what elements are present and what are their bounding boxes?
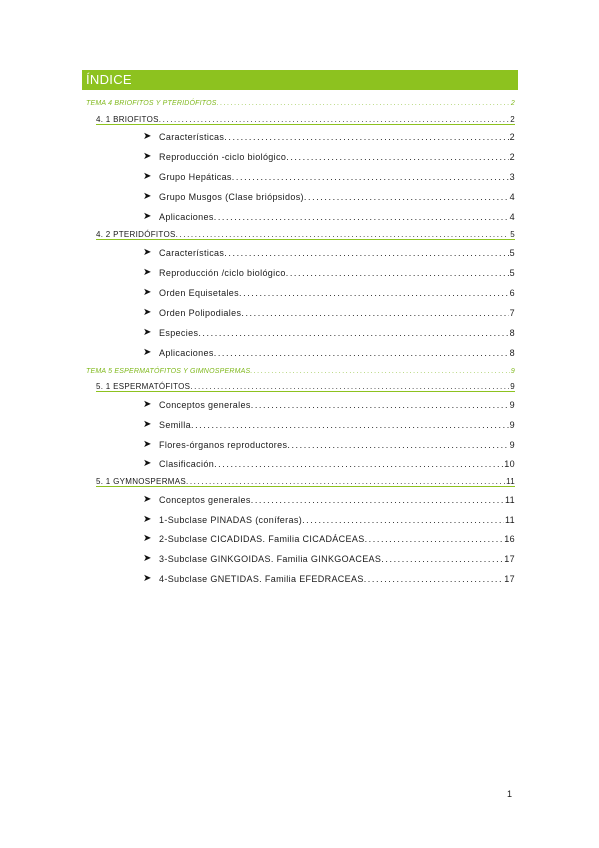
leader-dots (191, 420, 509, 430)
toc-subentry[interactable] (143, 396, 515, 410)
arrowhead-bullet-icon: ➤ (143, 419, 152, 430)
toc-subentry-label: 4-Subclase GNETIDAS. Familia EFEDRACEAS (159, 574, 364, 584)
toc-entry-label: 5. 1 GYMNOSPERMAS (96, 477, 187, 486)
toc-subentry-label: Conceptos generales (159, 400, 251, 410)
toc-subentry-label: Aplicaciones (159, 348, 214, 358)
arrowhead-bullet-icon: ➤ (143, 171, 152, 182)
arrowhead-bullet-icon: ➤ (143, 553, 152, 564)
toc-subentry[interactable] (143, 188, 515, 202)
toc-entry-label: 4. 1 BRIOFITOS (96, 115, 159, 124)
toc-entry-page: 5 (510, 230, 515, 239)
toc-entry-tema-5[interactable] (86, 364, 515, 375)
toc-subentry-page: 5 (509, 248, 515, 258)
toc-subentry-page: 11 (504, 495, 515, 505)
index-header-bar (82, 70, 518, 90)
toc-subentry-page: 7 (509, 308, 515, 318)
leader-dots (364, 574, 504, 584)
toc-subentry[interactable] (143, 511, 515, 525)
toc-subentry-page: 4 (509, 192, 515, 202)
arrowhead-bullet-icon: ➤ (143, 573, 152, 584)
toc-subentry-page: 9 (509, 440, 515, 450)
toc-subentry-page: 8 (509, 328, 515, 338)
arrowhead-bullet-icon: ➤ (143, 307, 152, 318)
leader-dots (365, 534, 504, 544)
leader-dots (287, 440, 508, 450)
toc-entry-label: 5. 1 ESPERMATÓFITOS (96, 382, 191, 391)
toc-subentry-page: 8 (509, 348, 515, 358)
arrowhead-bullet-icon: ➤ (143, 439, 152, 450)
toc-subentry-label: 1-Subclase PINADAS (coníferas) (159, 515, 303, 525)
toc-entry-page: 2 (510, 115, 515, 124)
toc-subentry-label: Características (159, 132, 225, 142)
leader-dots (186, 477, 505, 486)
toc-subentry[interactable] (143, 344, 515, 358)
toc-subentry[interactable] (143, 436, 515, 450)
toc-subentry-label: Características (159, 248, 225, 258)
leader-dots (190, 382, 509, 391)
leader-dots (198, 328, 508, 338)
leader-dots (304, 192, 509, 202)
page-number: 1 (507, 789, 513, 799)
arrowhead-bullet-icon: ➤ (143, 267, 152, 278)
toc-entry-page: 2 (510, 100, 515, 107)
leader-dots (232, 172, 509, 182)
toc-entry-page: 9 (510, 382, 515, 391)
toc-subentry[interactable] (143, 244, 515, 258)
toc-subentry[interactable] (143, 530, 515, 544)
toc-subentry-label: Flores-órganos reproductores (159, 440, 288, 450)
leader-dots (214, 459, 503, 469)
leader-dots (251, 400, 509, 410)
toc-subentry[interactable] (143, 324, 515, 338)
toc-subentry-label: 2-Subclase CICADIDAS. Familia CICADÁCEAS (159, 534, 365, 544)
toc-subentry-label: Orden Polipodiales (159, 308, 242, 318)
leader-dots (224, 248, 508, 258)
toc-subentry-page: 5 (509, 268, 515, 278)
toc-entry-section-5-1-gymnospermas[interactable] (96, 474, 515, 487)
arrowhead-bullet-icon: ➤ (143, 399, 152, 410)
toc-entry-page: 11 (506, 477, 515, 486)
leader-dots (286, 268, 509, 278)
arrowhead-bullet-icon: ➤ (143, 514, 152, 525)
toc-entry-section-5-1-espermatofitos[interactable] (96, 379, 515, 392)
leader-dots (217, 100, 510, 107)
toc-subentry-label: Especies (159, 328, 199, 338)
toc-entry-tema-4[interactable] (86, 96, 515, 107)
toc-subentry[interactable] (143, 570, 515, 584)
arrowhead-bullet-icon: ➤ (143, 191, 152, 202)
leader-dots (159, 115, 510, 124)
arrowhead-bullet-icon: ➤ (143, 211, 152, 222)
toc-subentry-page: 17 (504, 554, 515, 564)
toc-subentry[interactable] (143, 284, 515, 298)
toc-subentry-page: 10 (504, 459, 515, 469)
toc-subentry-page: 4 (509, 212, 515, 222)
toc-subentry-label: Conceptos generales (159, 495, 251, 505)
toc-subentry-page: 9 (509, 420, 515, 430)
toc-subentry-label: Aplicaciones (159, 212, 214, 222)
leader-dots (214, 212, 509, 222)
toc-subentry[interactable] (143, 264, 515, 278)
toc-subentry-page: 11 (504, 515, 515, 525)
toc-subentry[interactable] (143, 550, 515, 564)
arrowhead-bullet-icon: ➤ (143, 247, 152, 258)
toc-subentry-page: 17 (504, 574, 515, 584)
toc-subentry[interactable] (143, 128, 515, 142)
arrowhead-bullet-icon: ➤ (143, 494, 152, 505)
toc-subentry-page: 3 (509, 172, 515, 182)
toc-subentry[interactable] (143, 491, 515, 505)
toc-entry-page: 9 (510, 368, 515, 375)
leader-dots (224, 132, 508, 142)
leader-dots (251, 495, 504, 505)
toc-subentry[interactable] (143, 208, 515, 222)
toc-subentry-page: 2 (509, 152, 515, 162)
toc-subentry-label: Reproducción -ciclo biológico (159, 152, 287, 162)
arrowhead-bullet-icon: ➤ (143, 287, 152, 298)
toc-subentry-label: Clasificación (159, 459, 215, 469)
toc-entry-section-4-1[interactable] (96, 112, 515, 125)
leader-dots (214, 348, 509, 358)
leader-dots (241, 308, 508, 318)
toc-subentry-page: 2 (509, 132, 515, 142)
toc-subentry-label: Orden Equisetales (159, 288, 239, 298)
toc-subentry-label: 3-Subclase GINKGOIDAS. Familia GINKGOACEAS (159, 554, 382, 564)
toc-entry-section-4-2[interactable] (96, 227, 515, 240)
toc-subentry-label: Grupo Hepáticas (159, 172, 232, 182)
toc-subentry[interactable] (143, 455, 515, 469)
toc-subentry-label: Grupo Musgos (Clase briópsidos) (159, 192, 304, 202)
arrowhead-bullet-icon: ➤ (143, 533, 152, 544)
leader-dots (176, 230, 510, 239)
leader-dots (381, 554, 503, 564)
toc-subentry[interactable] (143, 148, 515, 162)
toc-subentry[interactable] (143, 304, 515, 318)
index-title: ÍNDICE (86, 72, 132, 87)
toc-entry-label: TEMA 4 BRIOFITOS Y PTERIDÓFITOS (86, 100, 217, 107)
leader-dots (286, 152, 508, 162)
arrowhead-bullet-icon: ➤ (143, 151, 152, 162)
arrowhead-bullet-icon: ➤ (143, 347, 152, 358)
toc-entry-label: 4. 2 PTERIDÓFITOS (96, 230, 176, 239)
arrowhead-bullet-icon: ➤ (143, 458, 152, 469)
leader-dots (250, 368, 510, 375)
toc-entry-label: TEMA 5 ESPERMATÓFITOS Y GIMNOSPERMAS (86, 368, 251, 375)
toc-subentry-page: 16 (504, 534, 515, 544)
toc-subentry[interactable] (143, 416, 515, 430)
leader-dots (239, 288, 509, 298)
leader-dots (302, 515, 504, 525)
toc-subentry-label: Semilla (159, 420, 191, 430)
toc-subentry-page: 9 (509, 400, 515, 410)
toc-subentry[interactable] (143, 168, 515, 182)
toc-subentry-page: 6 (509, 288, 515, 298)
toc-subentry-label: Reproducción /ciclo biológico (159, 268, 286, 278)
arrowhead-bullet-icon: ➤ (143, 327, 152, 338)
arrowhead-bullet-icon: ➤ (143, 131, 152, 142)
